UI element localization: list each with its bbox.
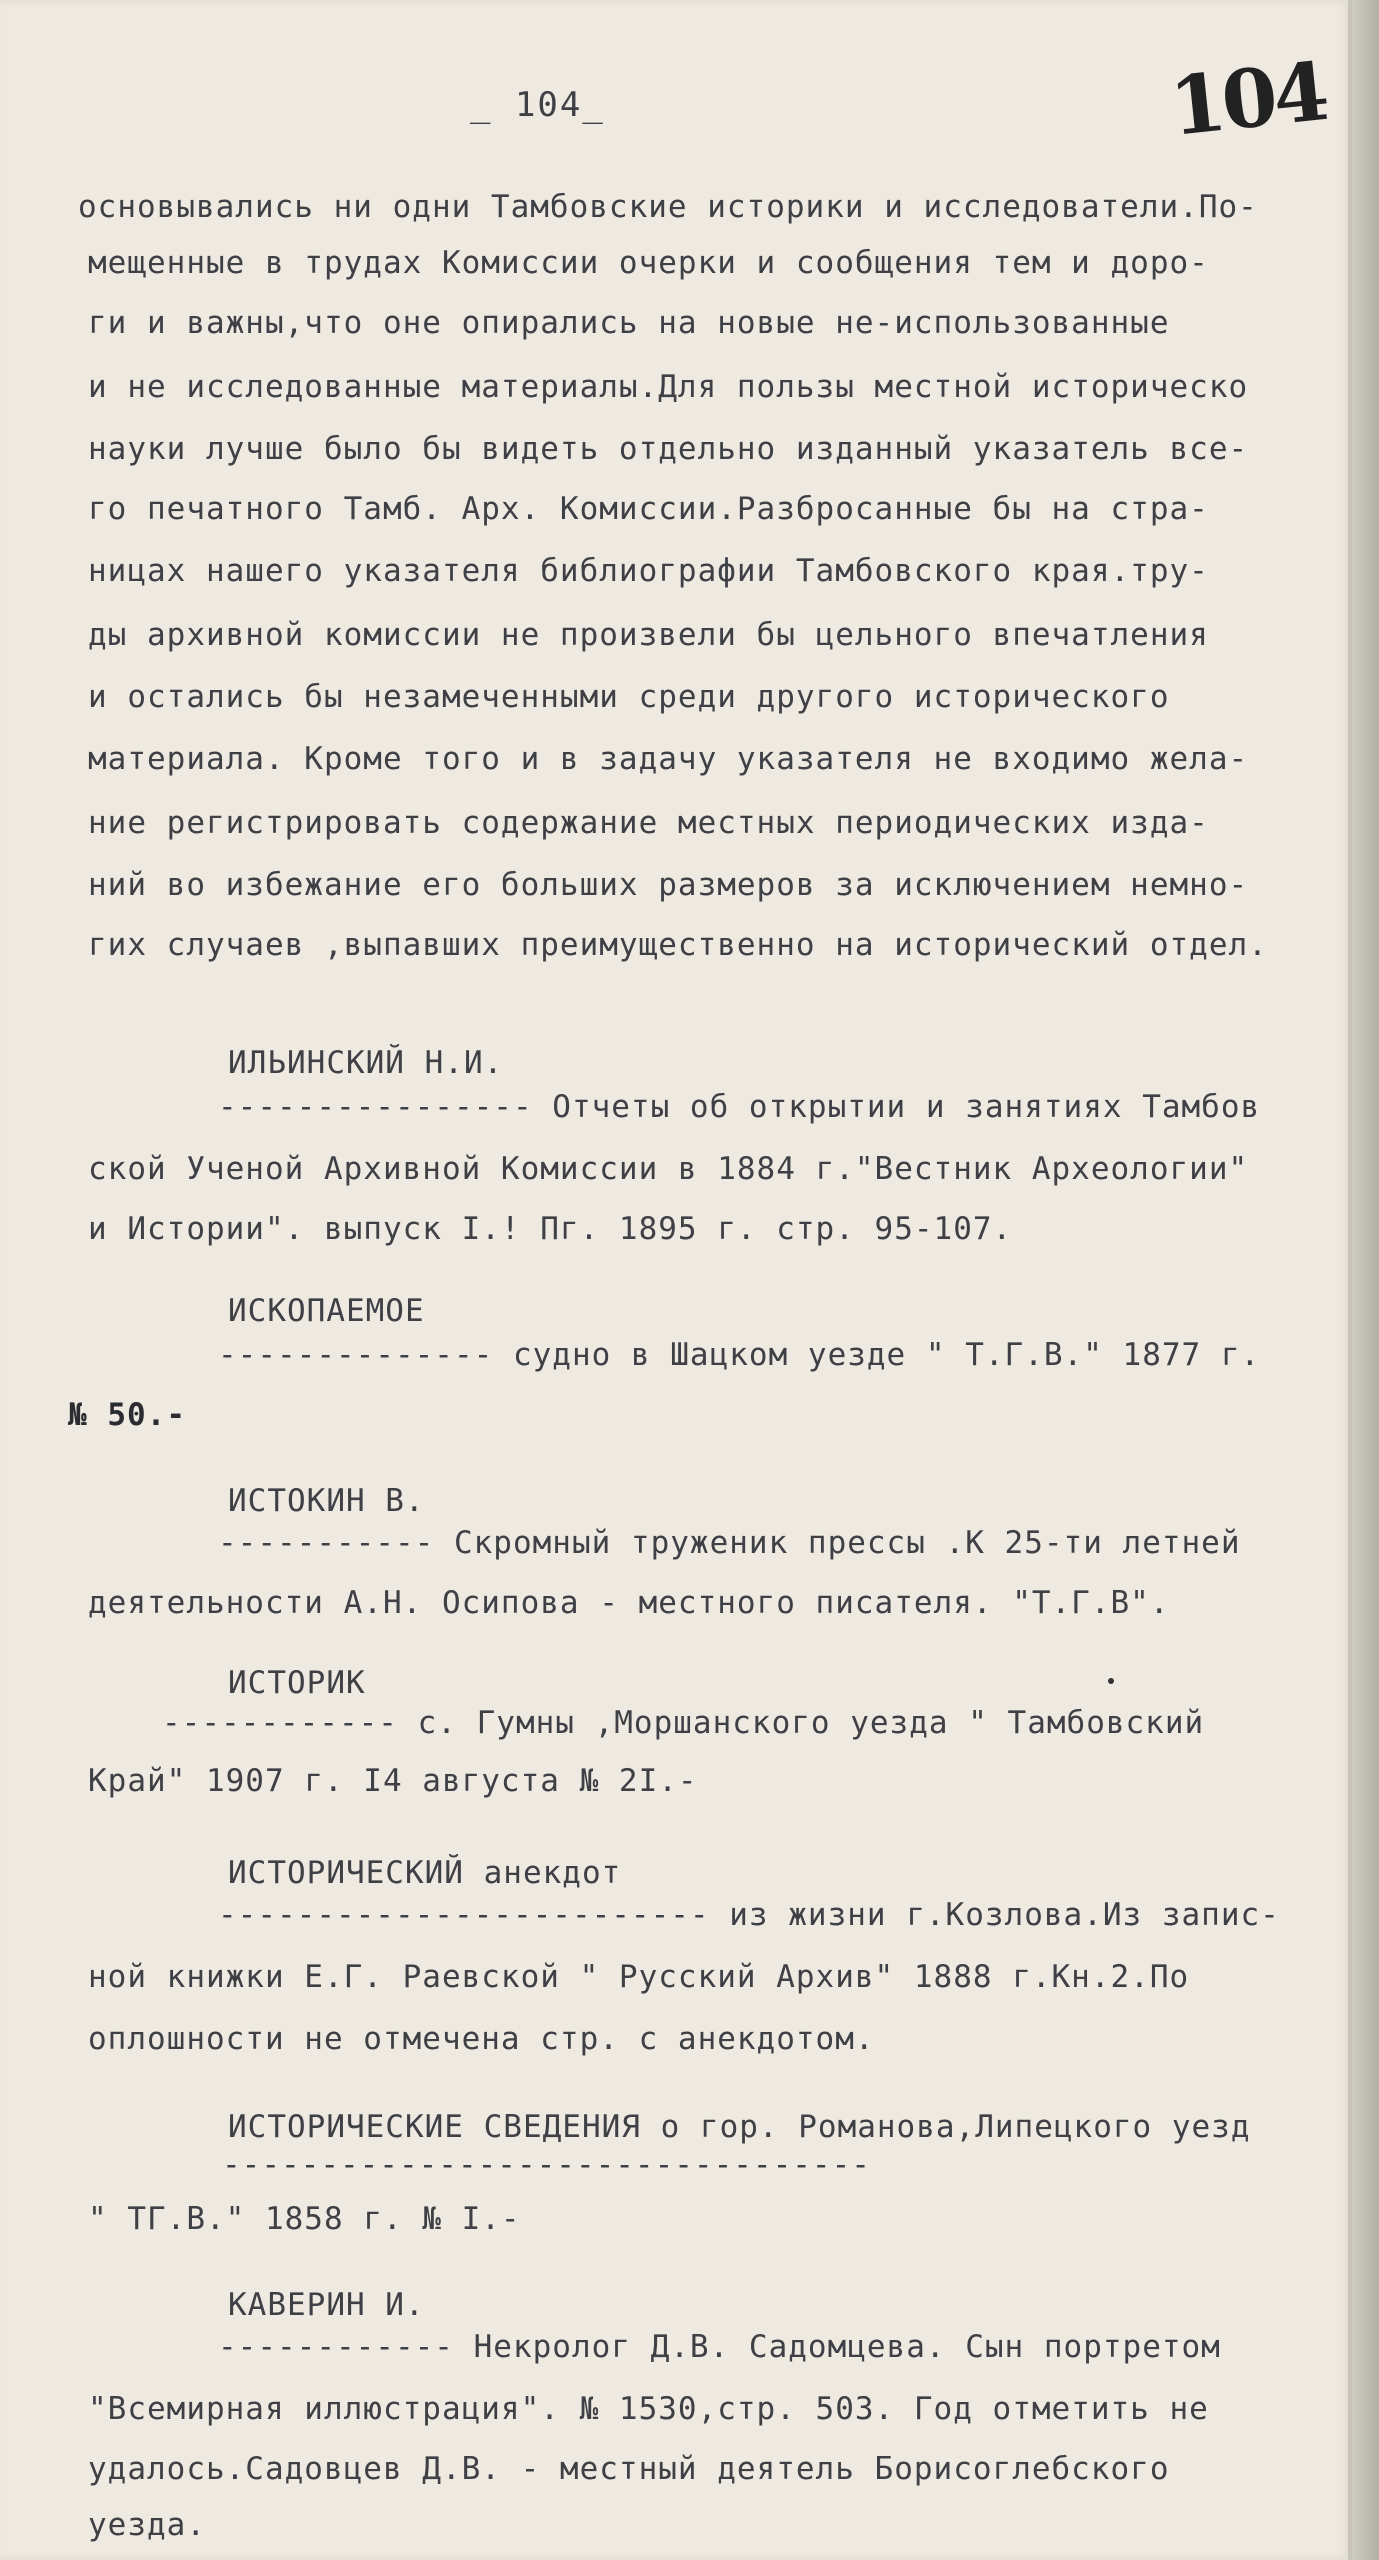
entry-heading: ИСТОРИЧЕСКИЙ анекдот [228, 1855, 622, 1891]
entry-heading: ИСТОКИН В. [228, 1483, 425, 1519]
entry-heading: КАВЕРИН И. [228, 2287, 425, 2323]
intro-line: го печатного Тамб. Арх. Комиссии.Разбросанные бы на стра- [88, 491, 1209, 527]
intro-line: основывались ни одни Тамбовские историки и исследователи.По- [78, 189, 1258, 225]
intro-line: ние регистрировать содержание местных периодических изда- [88, 805, 1209, 841]
entry-line: ----------- Скромный труженик прессы .К 25-ти летней [218, 1525, 1241, 1561]
entry-heading: ИСТОРИЧЕСКИЕ СВЕДЕНИЯ о гор. Романова,Липецкого уезд [228, 2109, 1251, 2145]
entry-line: --------------------------------- [222, 2147, 871, 2183]
entry-line: удалось.Садовцев Д.В. - местный деятель Борисоглебского [88, 2451, 1170, 2487]
entry-line: ---------------- Отчеты об открытии и занятиях Тамбов [218, 1089, 1261, 1125]
intro-line: ний во избежание его больших размеров за исключением немно- [88, 867, 1249, 903]
entry-line: ------------ Некролог Д.В. Садомцева. Сын портретом [218, 2329, 1221, 2365]
entry-line: Край" 1907 г. I4 августа № 2I.- [88, 1763, 698, 1799]
intro-line: науки лучше было бы видеть отдельно изданный указатель все- [88, 431, 1249, 467]
handwritten-page-number: 104 [1165, 44, 1330, 154]
entry-line: -------------- судно в Шацком уезде " Т.Г.В." 1877 г. [218, 1337, 1261, 1373]
ink-dot [1108, 1678, 1114, 1684]
intro-line: мещенные в трудах Комиссии очерки и сообщения тем и доро- [88, 245, 1209, 281]
page-edge-shadow [1352, 0, 1379, 2560]
entry-line: ской Ученой Архивной Комиссии в 1884 г."Вестник Археологии" [88, 1151, 1249, 1187]
entry-line: деятельности А.Н. Осипова - местного писателя. "Т.Г.В". [88, 1585, 1170, 1621]
intro-line: ницах нашего указателя библиографии Тамбовского края.тру- [88, 553, 1209, 589]
intro-line: гих случаев ,выпавших преимущественно на исторический отдел. [88, 927, 1268, 963]
entry-line: уезда. [88, 2507, 206, 2543]
entry-heading: ИЛЬИНСКИЙ Н.И. [228, 1045, 504, 1081]
entry-line: оплошности не отмечена стр. с анекдотом. [88, 2021, 875, 2057]
intro-line: и остались бы незамеченными среди другого исторического [88, 679, 1170, 715]
entry-line: " ТГ.В." 1858 г. № I.- [88, 2201, 521, 2237]
intro-line: ды архивной комиссии не произвели бы цельного впечатления [88, 617, 1209, 653]
page-number: _ 104_ [470, 85, 605, 125]
entry-line: и Истории". выпуск I.! Пг. 1895 г. стр. 95-107. [88, 1211, 1013, 1247]
entry-line: ------------------------- из жизни г.Козлова.Из запис- [218, 1897, 1280, 1933]
entry-line: ------------ с. Гумны ,Моршанского уезда " Тамбовский [162, 1705, 1205, 1741]
entry-heading: ИСТОРИК [228, 1665, 366, 1701]
entry-line: ной книжки Е.Г. Раевской " Русский Архив" 1888 г.Кн.2.По [88, 1959, 1190, 1995]
entry-line: № 50.- [68, 1397, 186, 1433]
intro-line: материала. Кроме того и в задачу указателя не входимо жела- [88, 741, 1249, 777]
intro-line: ги и важны,что оне опирались на новые не-использованные [88, 305, 1170, 341]
entry-line: "Всемирная иллюстрация". № 1530,стр. 503. Год отметить не [88, 2391, 1209, 2427]
intro-line: и не исследованные материалы.Для пользы местной историческо [88, 369, 1249, 405]
entry-heading: ИСКОПАЕМОЕ [228, 1293, 425, 1329]
